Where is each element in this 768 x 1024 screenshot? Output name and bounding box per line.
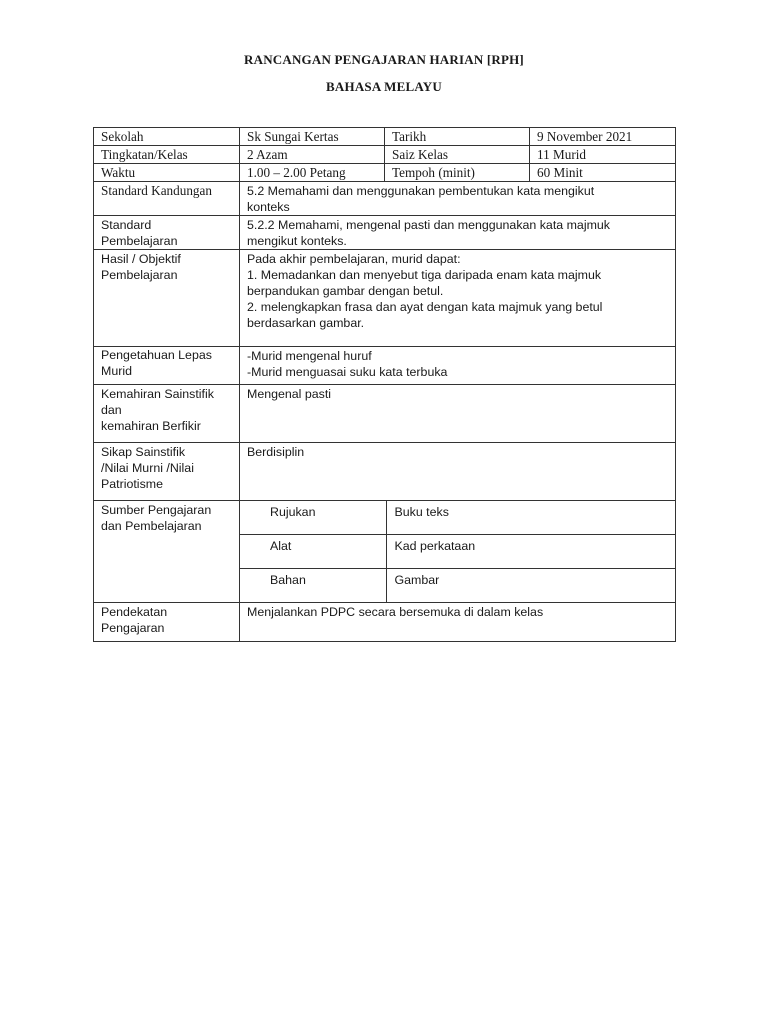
standard-kandungan-value: 5.2 Memahami dan menggunakan pembentukan kata mengikut konteks <box>240 182 676 216</box>
sumber-subtable-cell <box>240 501 676 603</box>
kemahiran-value: Mengenal pasti <box>240 385 676 443</box>
sumber-label: Sumber Pengajaran dan Pembelajaran <box>94 501 240 603</box>
sumber-row-bahan <box>240 569 675 603</box>
sekolah-label: Sekolah <box>94 128 240 146</box>
sekolah-value: Sk Sungai Kertas <box>240 128 385 146</box>
table-row <box>94 216 676 250</box>
table-row <box>94 443 676 501</box>
waktu-label: Waktu <box>94 164 240 182</box>
saiz-kelas-value: 11 Murid <box>530 146 676 164</box>
kemahiran-label: Kemahiran Sainstifik dan kemahiran Berfikir <box>94 385 240 443</box>
bahan-value: Gambar <box>386 569 675 603</box>
pengetahuan-value: -Murid mengenal huruf -Murid menguasai suku kata terbuka <box>240 347 676 385</box>
rujukan-label: Rujukan <box>240 501 386 535</box>
table-row <box>94 146 676 164</box>
alat-label: Alat <box>240 535 386 569</box>
table-row <box>94 501 676 603</box>
sumber-row-rujukan <box>240 501 675 535</box>
table-row <box>94 164 676 182</box>
tarikh-value: 9 November 2021 <box>530 128 676 146</box>
objektif-label: Hasil / Objektif Pembelajaran <box>94 250 240 347</box>
saiz-kelas-label: Saiz Kelas <box>385 146 530 164</box>
sikap-value: Berdisiplin <box>240 443 676 501</box>
table-row <box>94 603 676 642</box>
table-row <box>94 250 676 347</box>
pengetahuan-label: Pengetahuan Lepas Murid <box>94 347 240 385</box>
sumber-row-alat <box>240 535 675 569</box>
bahan-label: Bahan <box>270 573 306 587</box>
sikap-label: Sikap Sainstifik /Nilai Murni /Nilai Patriotisme <box>94 443 240 501</box>
table-row <box>94 128 676 146</box>
tarikh-label: Tarikh <box>385 128 530 146</box>
sumber-subtable <box>240 501 675 602</box>
pendekatan-label: Pendekatan Pengajaran <box>94 603 240 642</box>
standard-pembelajaran-label: Standard Pembelajaran <box>94 216 240 250</box>
lesson-plan-table <box>93 127 676 642</box>
tempoh-value: 60 Minit <box>530 164 676 182</box>
table-row <box>94 385 676 443</box>
waktu-value: 1.00 – 2.00 Petang <box>240 164 385 182</box>
kelas-label: Tingkatan/Kelas <box>94 146 240 164</box>
objektif-value: Pada akhir pembelajaran, murid dapat: 1. Memadankan dan menyebut tiga daripada enam kata majmuk berpandukan gambar dengan betul. 2. melengkapkan frasa dan ayat dengan kata majmuk yang betul berdasarkan gambar. <box>240 250 676 347</box>
standard-kandungan-label: Standard Kandungan <box>94 182 240 216</box>
pendekatan-value: Menjalankan PDPC secara bersemuka di dalam kelas <box>240 603 676 642</box>
rujukan-value: Buku teks <box>386 501 675 535</box>
alat-value: Kad perkataan <box>386 535 675 569</box>
standard-pembelajaran-value: 5.2.2 Memahami, mengenal pasti dan menggunakan kata majmuk mengikut konteks. <box>240 216 676 250</box>
document-subtitle: BAHASA MELAYU <box>326 79 442 94</box>
table-row <box>94 182 676 216</box>
tempoh-label: Tempoh (minit) <box>385 164 530 182</box>
document-title: RANCANGAN PENGAJARAN HARIAN [RPH] <box>244 52 524 67</box>
table-row <box>94 347 676 385</box>
kelas-value: 2 Azam <box>240 146 385 164</box>
